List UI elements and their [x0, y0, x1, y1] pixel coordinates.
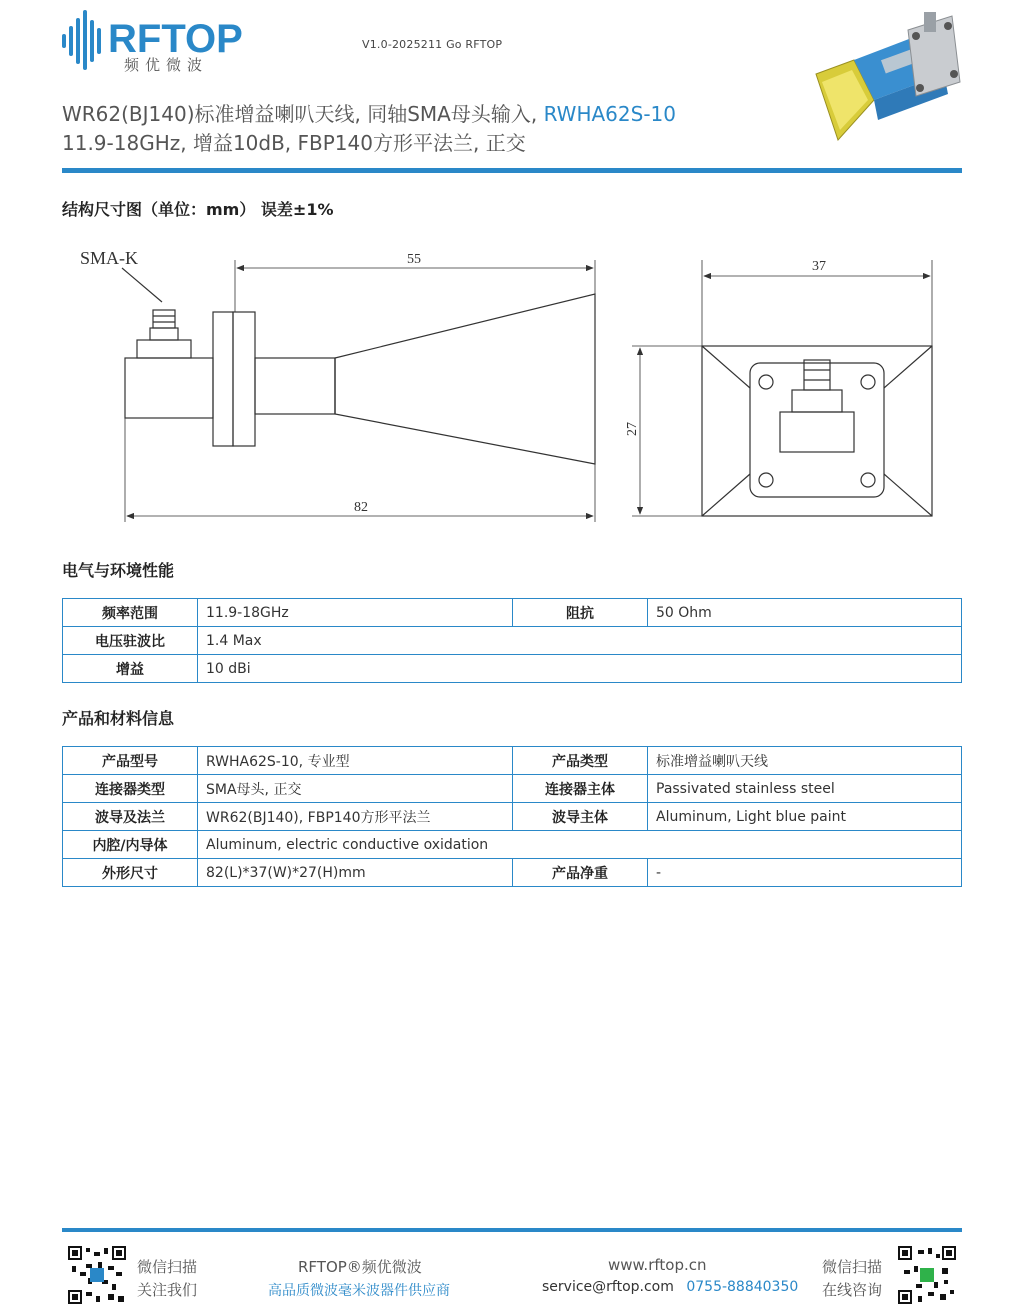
table-row: [63, 859, 962, 887]
table-row: [63, 775, 962, 803]
value-dimensions: 82(L)*37(W)*27(H)mm: [198, 859, 513, 887]
value-connector-body: Passivated stainless steel: [648, 775, 962, 803]
label-gain: 增益: [63, 655, 198, 683]
header-divider: [62, 168, 962, 173]
table-row: [63, 747, 962, 775]
product-photo: [812, 12, 962, 148]
label-freq: 频率范围: [63, 599, 198, 627]
label-waveguide-flange: 波导及法兰: [63, 803, 198, 831]
title-prefix: WR62(BJ140)标准增益喇叭天线, 同轴SMA母头输入,: [62, 102, 544, 126]
part-number: RWHA62S-10: [543, 102, 676, 126]
svg-text:频优微波: 频优微波: [124, 56, 209, 74]
footer-email[interactable]: service@rftop.com: [542, 1279, 674, 1295]
footer-website[interactable]: www.rftop.cn: [608, 1256, 707, 1274]
qr-code-follow[interactable]: [68, 1246, 126, 1304]
value-connector-type: SMA母头, 正交: [198, 775, 513, 803]
footer-brand: RFTOP®频优微波: [298, 1258, 422, 1276]
label-connector-type: 连接器类型: [63, 775, 198, 803]
table-row: [63, 627, 962, 655]
value-weight: -: [648, 859, 962, 887]
footer-contact: [542, 1279, 798, 1295]
label-type: 产品类型: [513, 747, 648, 775]
label-vswr: 电压驻波比: [63, 627, 198, 655]
scan-follow-line2: 关注我们: [137, 1281, 198, 1299]
page-subtitle: 11.9-18GHz, 增益10dB, FBP140方形平法兰, 正交: [62, 131, 526, 155]
footer-divider: [62, 1228, 962, 1232]
label-connector-body: 连接器主体: [513, 775, 648, 803]
dim-27-label: 27: [625, 422, 640, 436]
electrical-table: [62, 598, 962, 683]
value-waveguide-flange: WR62(BJ140), FBP140方形平法兰: [198, 803, 513, 831]
dimension-drawing: [62, 230, 962, 530]
footer-phone[interactable]: 0755-88840350: [686, 1279, 799, 1295]
value-vswr: 1.4 Max: [198, 627, 962, 655]
label-model: 产品型号: [63, 747, 198, 775]
value-gain: 10 dBi: [198, 655, 962, 683]
electrical-section-title: 电气与环境性能: [62, 561, 175, 580]
label-dimensions: 外形尺寸: [63, 859, 198, 887]
product-table: [62, 746, 962, 887]
dim-37-label: 37: [812, 259, 826, 274]
value-type: 标准增益喇叭天线: [648, 747, 962, 775]
table-row: [63, 599, 962, 627]
footer-slogan: 高品质微波毫米波器件供应商: [268, 1283, 450, 1299]
label-inner: 内腔/内导体: [63, 831, 198, 859]
scan-consult-line2: 在线咨询: [822, 1281, 883, 1299]
label-waveguide-body: 波导主体: [513, 803, 648, 831]
rftop-logo: [62, 8, 272, 78]
dim-55-label: 55: [407, 252, 421, 267]
connector-label: SMA-K: [80, 248, 139, 268]
table-row: [63, 803, 962, 831]
qr-code-consult[interactable]: [898, 1246, 956, 1304]
label-impedance: 阻抗: [513, 599, 648, 627]
version-text: V1.0-2025211 Go RFTOP: [362, 38, 503, 51]
scan-follow-line1: 微信扫描: [137, 1258, 198, 1276]
page-title: [62, 98, 676, 127]
value-model: RWHA62S-10, 专业型: [198, 747, 513, 775]
scan-consult-line1: 微信扫描: [822, 1258, 883, 1276]
value-freq: 11.9-18GHz: [198, 599, 513, 627]
value-inner: Aluminum, electric conductive oxidation: [198, 831, 962, 859]
table-row: [63, 831, 962, 859]
table-row: [63, 655, 962, 683]
product-section-title: 产品和材料信息: [62, 709, 175, 728]
value-waveguide-body: Aluminum, Light blue paint: [648, 803, 962, 831]
label-weight: 产品净重: [513, 859, 648, 887]
drawing-section-title: 结构尺寸图（单位：mm） 误差±1%: [62, 200, 334, 219]
svg-text:RFTOP: RFTOP: [108, 17, 243, 61]
value-impedance: 50 Ohm: [648, 599, 962, 627]
dim-82-label: 82: [354, 500, 368, 515]
